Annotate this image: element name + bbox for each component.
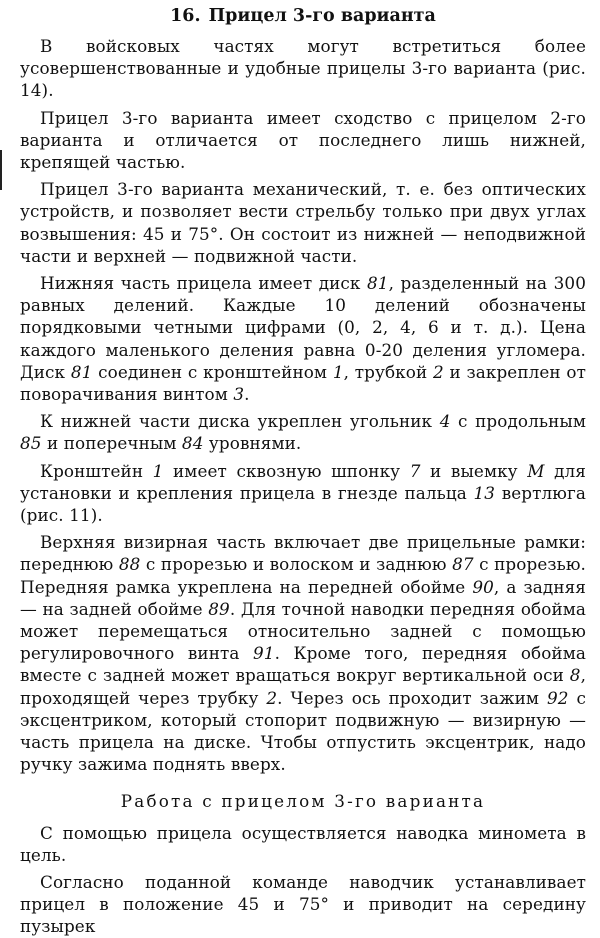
text-run: . Через ось проходит зажим — [277, 687, 547, 708]
reference-number: 89 — [208, 598, 230, 619]
reference-number: 1 — [332, 361, 344, 382]
paragraph-p3 — [20, 178, 586, 267]
text-run: , проходящей через трубку — [20, 665, 586, 708]
text-run: и закреплен от поворачивания винтом — [20, 361, 586, 405]
section-title: Прицел 3-го варианта — [208, 6, 436, 26]
text-run: соединен с кронштейном — [92, 361, 333, 382]
paragraph-p9 — [20, 871, 586, 938]
paragraph-p6 — [20, 460, 586, 527]
reference-number: 81 — [367, 273, 389, 294]
text-run: К нижней части диска укреплен угольник — [40, 411, 440, 432]
reference-number: 91 — [253, 643, 275, 664]
text-run: и поперечным — [41, 433, 182, 454]
reference-number: 81 — [70, 361, 93, 382]
text-run: имеет сквозную шпонку — [163, 460, 410, 481]
paragraph-p7 — [20, 531, 586, 775]
paragraph-p8 — [20, 822, 586, 866]
text-run: Прицел 3-го варианта имеет сходство с прицелом 2-го варианта и отличается от последнего лишь нижней, крепящей частью. — [20, 107, 586, 173]
reference-number: 88 — [118, 554, 141, 575]
reference-number: М — [527, 460, 545, 481]
text-run: , разделенный на 300 равных делений. Каждые 10 делений обозначены порядковыми четными цифрами (0, 2, 4, 6 и т. д.). Цена каждого маленького деления равна 0-20 деления угломера. Диск — [20, 273, 586, 382]
text-run: с прорезью. Передняя рамка укреплена на передней обойме — [20, 554, 586, 597]
text-run: . Кроме того, передняя обойма вместе с задней может вращаться вокруг вертикальной оси — [20, 643, 586, 686]
text-run: для установки и крепления прицела в гнезде пальца — [20, 460, 586, 503]
text-run: с продольным — [450, 411, 586, 432]
text-run: , трубкой — [343, 361, 433, 382]
text-run: , а задняя — на задней обойме — [20, 576, 586, 619]
reference-number: 2 — [266, 687, 278, 708]
reference-number: 1 — [152, 460, 164, 481]
text-run: . — [244, 384, 250, 405]
reference-number: 87 — [452, 554, 474, 575]
reference-number: 3 — [233, 384, 245, 405]
paragraph-p5 — [20, 410, 586, 454]
reference-number: 2 — [432, 361, 444, 382]
reference-number: 4 — [439, 411, 451, 432]
text-run: . Для точной наводки передняя обойма может перемещаться относительно задней с помощью регулировочного винта — [20, 598, 586, 664]
text-run: с прорезью и волоском и заднюю — [140, 554, 453, 575]
text-run: Согласно поданной команде наводчик устанавливает прицел в положение 45 и 75° и приводит на середину пузырек — [20, 871, 586, 937]
section-number: 16. — [170, 6, 201, 26]
paragraph-p1 — [20, 35, 586, 102]
section-body — [20, 35, 586, 776]
reference-number: 92 — [547, 687, 569, 708]
text-run: С помощью прицела осуществляется наводка миномета в цель. — [20, 822, 586, 865]
reference-number: 84 — [181, 433, 204, 454]
section-heading — [20, 4, 586, 28]
text-run: Кронштейн — [40, 460, 153, 481]
text-run: Прицел 3-го варианта механический, т. е. без оптических устройств, и позволяет вести стрельбу только при двух углах возвышения: 45 и 75°. Он состоит из нижней — неподвижной части и верхней — подвижной части. — [20, 179, 586, 266]
text-run: с эксцентриком, который стопорит подвижную — визирную — часть прицела на диске. Чтобы отпустить эксцентрик, надо ручку зажима поднять вверх. — [20, 687, 587, 775]
text-run: Верхняя визирная часть включает две прицельные рамки: переднюю — [20, 532, 586, 575]
reference-number: 7 — [409, 460, 421, 481]
reference-number: 13 — [473, 482, 496, 503]
text-run: вертлюга (рис. 11). — [20, 482, 586, 526]
reference-number: 85 — [20, 433, 42, 454]
text-run: Нижняя часть прицела имеет диск — [40, 273, 368, 294]
reference-number: 8 — [569, 665, 581, 686]
text-run: В войсковых частях могут встретиться более усовершенствованные и удобные прицелы 3-го варианта (рис. 14). — [20, 36, 586, 101]
text-run: и выемку — [420, 460, 528, 481]
reference-number: 90 — [472, 576, 494, 597]
paragraph-p4 — [20, 272, 586, 405]
text-run: уровнями. — [203, 433, 302, 454]
margin-mark — [0, 150, 2, 190]
subsection-heading: Работа с прицелом 3-го варианта — [120, 790, 486, 811]
subsection-body — [20, 822, 586, 938]
paragraph-p2 — [20, 107, 586, 174]
